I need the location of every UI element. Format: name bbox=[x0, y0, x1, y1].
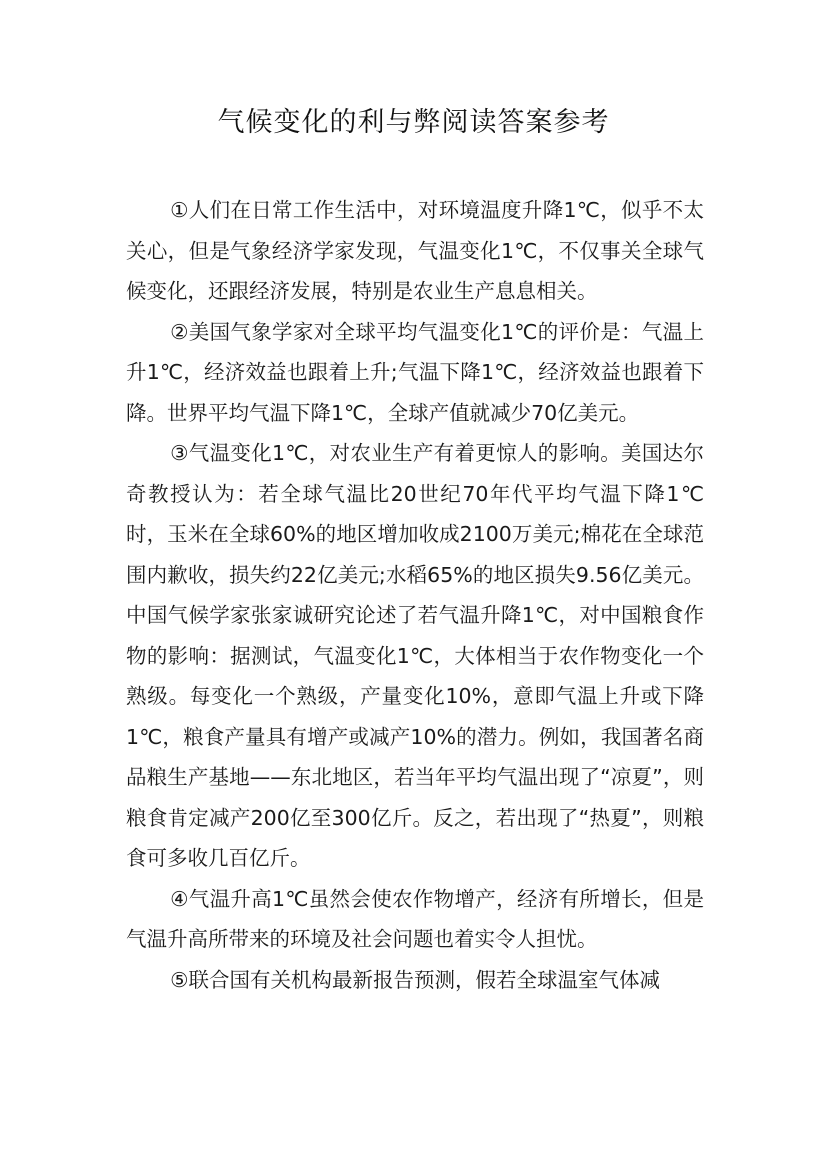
paragraph-1: ①人们在日常工作生活中，对环境温度升降1℃，似乎不太关心，但是气象经济学家发现，气温变化1℃，不仅事关全球气候变化，还跟经济发展，特别是农业生产息息相关。 bbox=[126, 198, 704, 303]
document-body bbox=[126, 190, 704, 1000]
paragraph-3: ③气温变化1℃，对农业生产有着更惊人的影响。美国达尔奇教授认为：若全球气温比20世纪70年代平均气温下降1℃时，玉米在全球60%的地区增加收成2100万美元;棉花在全球范围内歉收，损失约22亿美元;水稻65%的地区损失9.56亿美元。中国气候学家张家诚研究论述了若气温升降1℃，对中国粮食作物的影响：据测试，气温变化1℃，大体相当于农作物变化一个熟级。每变化一个熟级，产量变化10%，意即气温上升或下降1℃，粮食产量具有增产或减产10%的潜力。例如，我国著名商品粮生产基地——东北地区，若当年平均气温出现了“凉夏”，则粮食肯定减产200亿至300亿斤。反之，若出现了“热夏”，则粮食可多收几百亿斤。 bbox=[126, 441, 704, 870]
paragraph-5: ⑤联合国有关机构最新报告预测，假若全球温室气体减 bbox=[170, 967, 660, 992]
document-title: 气候变化的利与弊阅读答案参考 bbox=[217, 107, 610, 138]
paragraph-2: ②美国气象学家对全球平均气温变化1℃的评价是：气温上升1℃，经济效益也跟着上升;气温下降1℃，经济效益也跟着下降。世界平均气温下降1℃，全球产值就减少70亿美元。 bbox=[126, 319, 704, 425]
paragraph-4: ④气温升高1℃虽然会使农作物增产，经济有所增长，但是气温升高所带来的环境及社会问题也着实令人担忧。 bbox=[126, 886, 704, 951]
